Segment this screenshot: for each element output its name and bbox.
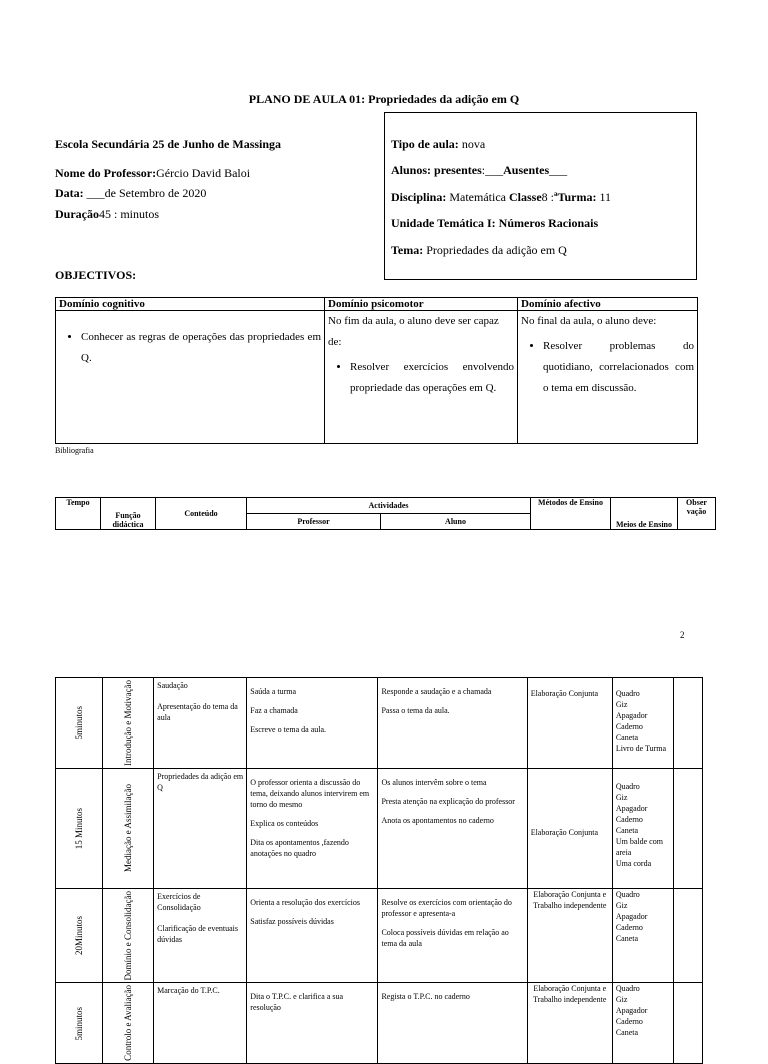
function-value: Controlo e Avaliação: [122, 985, 133, 1062]
means-item: Caneta: [615, 1028, 639, 1038]
theme-value: Propriedades da adição em Q: [423, 243, 567, 257]
theme-label: Tema:: [391, 243, 424, 257]
teacher-activity-item: Escreve o tema da aula.: [250, 725, 327, 734]
teacher-activity-item: Saúda a turma: [250, 687, 297, 696]
time-value: 5minutos: [73, 706, 84, 740]
means-item: Caderno: [615, 1017, 643, 1027]
means-item: Quadro: [615, 984, 640, 994]
content-header: Conteúdo: [156, 498, 247, 530]
plan-row: [56, 768, 703, 888]
function-value: Mediação e Assimilação: [122, 784, 133, 873]
function-value: Domínio e Consolidação: [122, 890, 133, 981]
student-activity-cell: [378, 888, 527, 983]
means-item: Apagador: [615, 911, 648, 921]
teacher-activity-item: Faz a chamada: [250, 706, 298, 715]
means-item: Giz: [615, 700, 628, 709]
affective-objective: • Resolver problemas do quotidiano, correlacionados com o tema em discussão.: [543, 336, 694, 399]
student-activity-item: Passa o tema da aula.: [381, 706, 450, 715]
time-value: 5minutos: [73, 1006, 84, 1041]
duration-label: Duração: [55, 207, 99, 221]
students-absent-value: ___: [549, 163, 568, 177]
means-item: Caneta: [615, 733, 639, 742]
teacher-activity-item: Explica os conteúdos: [250, 818, 319, 828]
means-item: Caneta: [615, 933, 639, 943]
students-line: [391, 163, 567, 178]
subject-value: Matemática: [446, 190, 509, 204]
date-line: [55, 186, 206, 201]
function-cell: [103, 678, 154, 769]
student-activity-cell: [378, 678, 527, 769]
student-activity-header: Aluno: [381, 514, 531, 530]
observation-cell: [673, 678, 702, 769]
lesson-info-box: [384, 112, 697, 280]
affective-header: Domínio afectivo: [518, 298, 698, 311]
teacher-activity-item: O professor orienta a discussão do tema, deixando alunos intervirem em torno do mesmo: [250, 777, 370, 809]
observation-cell: [673, 768, 702, 888]
means-cell: [612, 983, 673, 1064]
students-present-label: Alunos: presentes: [391, 163, 482, 177]
methods-value: Elaboração Conjunta: [530, 827, 598, 837]
teacher-activity-item: Satisfaz possíveis dúvidas: [250, 916, 334, 926]
means-item: Caderno: [615, 814, 643, 824]
psychomotor-header: Domínio psicomotor: [325, 298, 518, 311]
means-item: Giz: [615, 900, 628, 910]
student-activity-item: Presta atenção na explicação do professor: [381, 796, 515, 806]
duration-value: 45 : minutos: [99, 207, 160, 221]
methods-value: Elaboração Conjunta: [530, 689, 598, 698]
bibliography-label: Bibliografia: [55, 446, 94, 455]
means-item: Uma corda: [615, 858, 652, 868]
lesson-plan-table: [55, 677, 703, 1064]
teacher-activity-cell: [247, 678, 378, 769]
methods-header: Métodos de Ensino: [531, 498, 611, 530]
means-item: Apagador: [615, 803, 648, 813]
class-value: 8 :: [541, 190, 554, 204]
student-activity-item: Resolve os exercícios com orientação do professor e apresenta-a: [381, 897, 512, 918]
methods-value: Elaboração Conjunta e Trabalho independente: [533, 984, 607, 1005]
content-item: Clarificação de eventuais dúvidas: [157, 923, 238, 944]
content-item: Marcação do T.P.C.: [157, 986, 220, 996]
student-activity-item: Regista o T.P.C. no caderno: [381, 992, 470, 1002]
means-cell: [612, 768, 673, 888]
function-header: Função didáctica: [101, 498, 156, 530]
activities-header-table: [55, 497, 716, 530]
student-activity-item: Responde a saudação e a chamada: [381, 687, 492, 696]
content-item: Propriedades da adição em Q: [157, 771, 244, 792]
page-number: 2: [680, 630, 685, 640]
content-cell: [154, 888, 247, 983]
means-item: Apagador: [615, 711, 648, 720]
duration-line: [55, 207, 159, 222]
teacher-activity-item: Dita os apontamentos ,fazendo anotações no quadro: [250, 837, 349, 858]
student-activity-item: Coloca possíveis dúvidas em relação ao tema da aula: [381, 927, 509, 948]
observation-cell: [673, 983, 702, 1064]
time-header: Tempo: [56, 498, 101, 530]
affective-intro: No final da aula, o aluno deve:: [521, 315, 657, 327]
time-value: 15 Minutos: [73, 807, 84, 850]
cognitive-cell: [56, 311, 325, 444]
lesson-type-label: Tipo de aula:: [391, 137, 459, 151]
means-header: Meios de Ensino: [611, 498, 678, 530]
subject-label: Disciplina:: [391, 190, 447, 204]
objectives-heading: OBJECTIVOS:: [55, 268, 137, 282]
date-value: ___de Setembro de 2020: [83, 186, 207, 200]
teacher-activity-item: Dita o T.P.C. e clarifica a sua resolução: [250, 992, 344, 1013]
methods-cell: [527, 768, 612, 888]
affective-cell: [518, 311, 698, 444]
psychomotor-objective: • Resolver exercícios envolvendo propriedade das operações em Q.: [350, 357, 514, 399]
means-item: Caderno: [615, 722, 643, 731]
teacher-activity-cell: [247, 888, 378, 983]
psychomotor-intro: No fim da aula, o aluno deve ser capaz de:: [328, 315, 499, 348]
means-item: Quadro: [615, 689, 640, 698]
lesson-type-line: [391, 137, 485, 152]
methods-cell: [527, 983, 612, 1064]
students-absent-label: Ausentes: [503, 163, 550, 177]
time-cell: [56, 768, 103, 888]
thematic-unit: Unidade Temática I: Números Racionais: [391, 216, 599, 230]
content-item: Apresentação do tema da aula: [157, 702, 238, 722]
students-present-value: :___: [481, 163, 504, 177]
time-cell: [56, 678, 103, 769]
observation-cell: [673, 888, 702, 983]
means-item: Um balde com areia: [615, 836, 663, 857]
objectives-table: [55, 297, 698, 444]
function-value: Introdução e Motivação: [122, 680, 133, 766]
teacher-line: [55, 166, 250, 181]
means-item: Apagador: [615, 1006, 648, 1016]
means-item: Quadro: [615, 889, 640, 899]
class-label: Classe: [508, 190, 542, 204]
content-item: Saudação: [157, 681, 188, 690]
activities-header: Actividades: [247, 498, 531, 514]
content-item: Exercícios de Consolidação: [157, 891, 201, 912]
theme-line: [391, 243, 567, 258]
teacher-activity-cell: [247, 768, 378, 888]
teacher-value: Gércio David Baloi: [156, 166, 251, 180]
cognitive-objective: • Conhecer as regras de operações das propriedades em Q.: [81, 327, 321, 369]
methods-cell: [527, 678, 612, 769]
means-item: Caderno: [615, 922, 643, 932]
means-item: Quadro: [615, 781, 640, 791]
content-cell: [154, 983, 247, 1064]
function-cell: [103, 983, 154, 1064]
function-cell: [103, 888, 154, 983]
teacher-activity-item: Orienta a resolução dos exercícios: [250, 897, 361, 907]
means-item: Caneta: [615, 825, 639, 835]
student-activity-item: Anota os apontamentos no caderno: [381, 815, 494, 825]
student-activity-cell: [378, 983, 527, 1064]
cognitive-header: Domínio cognitivo: [56, 298, 325, 311]
date-label: Data:: [55, 186, 84, 200]
lesson-type-value: nova: [458, 137, 486, 151]
content-cell: [154, 678, 247, 769]
means-cell: [612, 678, 673, 769]
means-item: Giz: [615, 792, 628, 802]
subject-line: [391, 190, 611, 205]
methods-cell: [527, 888, 612, 983]
teacher-activity-cell: [247, 983, 378, 1064]
time-cell: [56, 888, 103, 983]
observation-header: Obser vação: [678, 498, 716, 530]
plan-row: [56, 678, 703, 769]
student-activity-item: Os alunos intervêm sobre o tema: [381, 777, 487, 787]
function-cell: [103, 768, 154, 888]
school-name: Escola Secundária 25 de Junho de Massinga: [55, 137, 282, 151]
teacher-label: Nome do Professor:: [55, 166, 157, 180]
turma-label: ªTurma:: [554, 190, 597, 204]
methods-value: Elaboração Conjunta e Trabalho independente: [533, 889, 607, 910]
teacher-activity-header: Professor: [247, 514, 381, 530]
means-item: Giz: [615, 995, 628, 1005]
turma-value: 11: [596, 190, 612, 204]
document-title: PLANO DE AULA 01: Propriedades da adição em Q: [248, 92, 520, 106]
time-value: 20Minutos: [73, 916, 84, 956]
student-activity-cell: [378, 768, 527, 888]
plan-row: [56, 888, 703, 983]
time-cell: [56, 983, 103, 1064]
plan-row: [56, 983, 703, 1064]
means-item: Livro de Turma: [615, 744, 667, 753]
psychomotor-cell: [325, 311, 518, 444]
means-cell: [612, 888, 673, 983]
content-cell: [154, 768, 247, 888]
